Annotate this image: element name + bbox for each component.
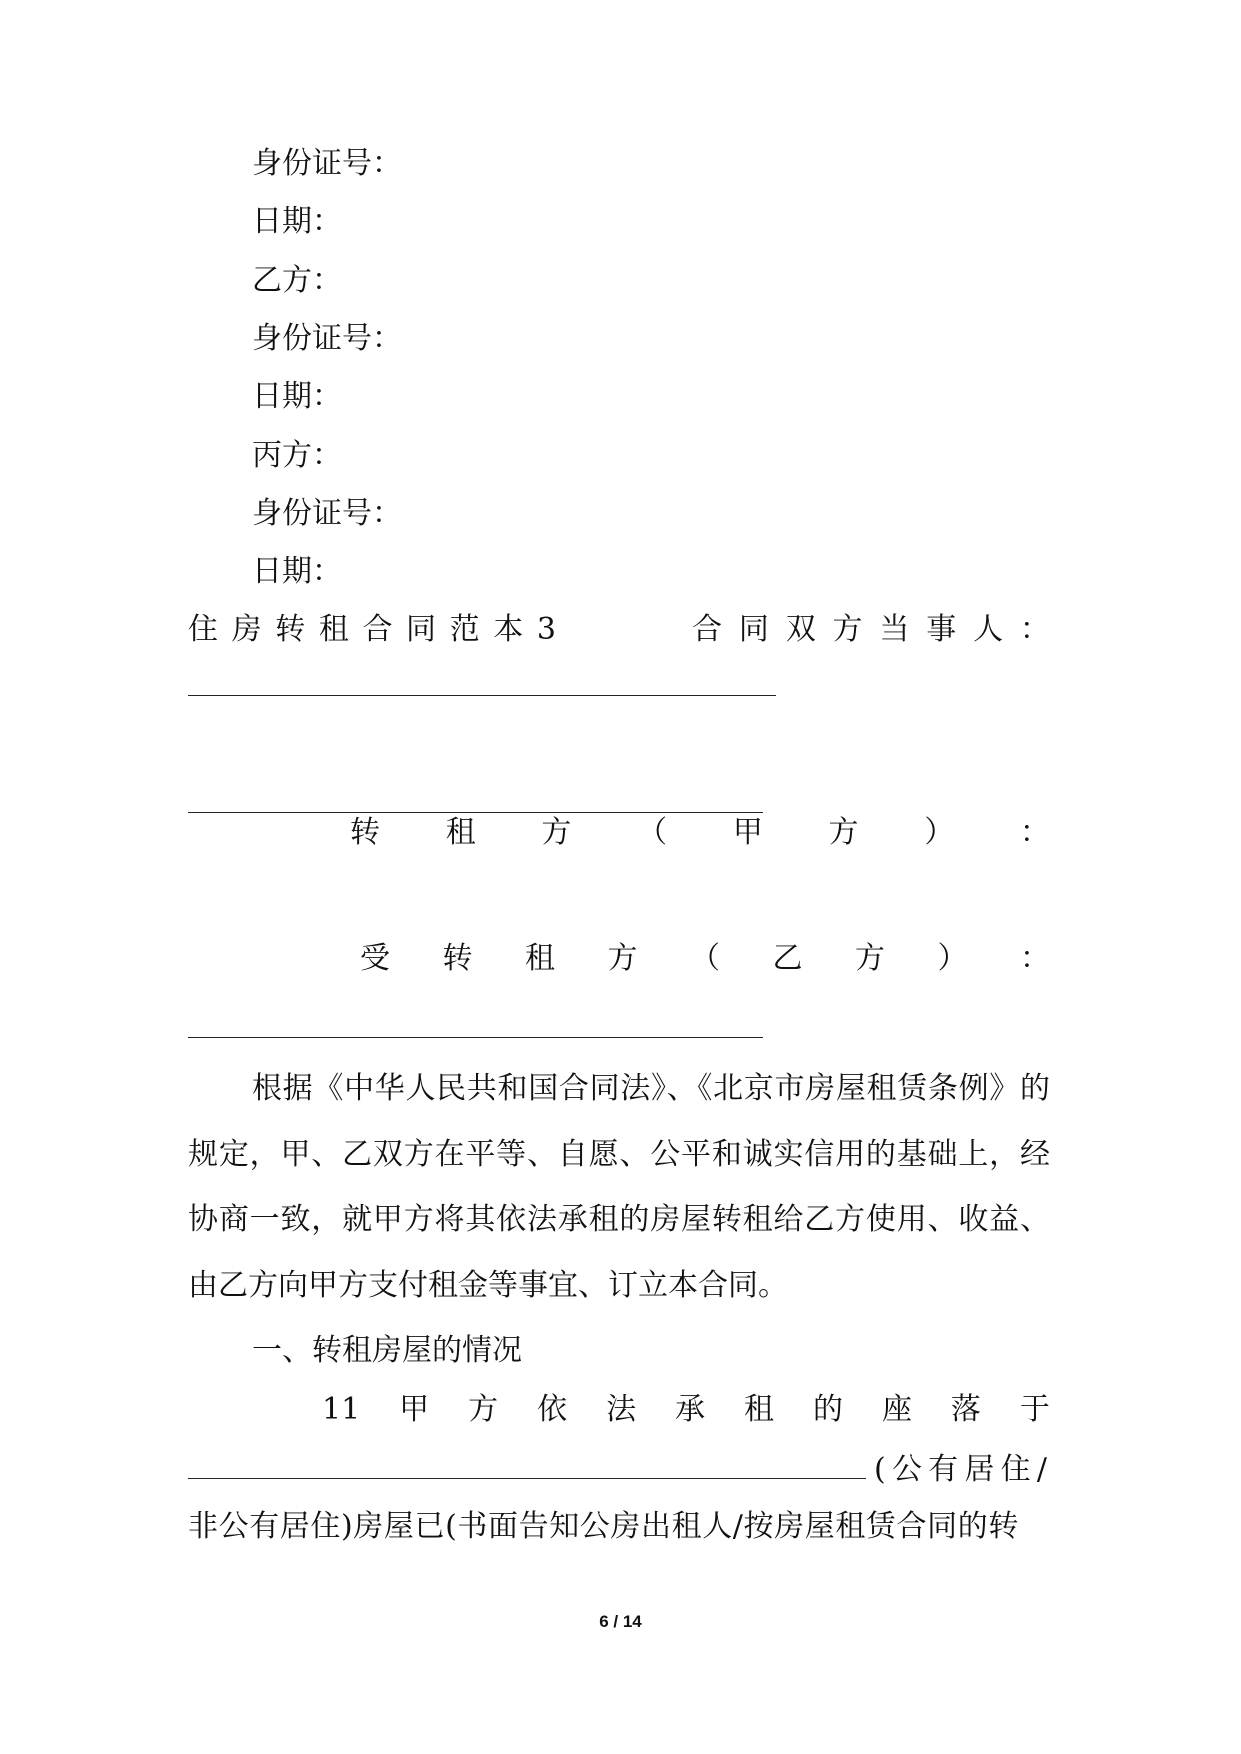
spaced-char: 座 xyxy=(881,1392,912,1427)
spaced-char: 法 xyxy=(606,1392,637,1427)
id-number-label: 身份证号： xyxy=(252,321,402,356)
spaced-char: 租 xyxy=(744,1392,774,1427)
spaced-char: 方 xyxy=(541,815,572,850)
contract-parties-heading xyxy=(692,610,1050,650)
spaced-char: 的 xyxy=(812,1392,843,1427)
spaced-char: 方 xyxy=(828,815,859,850)
spaced-char: 方 xyxy=(607,941,638,976)
spaced-char: ） xyxy=(924,815,955,850)
date-label: 日期： xyxy=(252,379,342,414)
party-b-label: 乙方： xyxy=(252,263,342,298)
spaced-char: 方 xyxy=(855,941,885,976)
spaced-char: 受 xyxy=(360,941,390,976)
spaced-char: 转 xyxy=(350,815,380,850)
spaced-char: 落 xyxy=(950,1392,981,1427)
spaced-char: 转 xyxy=(442,941,473,976)
spaced-char: 双 xyxy=(785,612,816,647)
spaced-char: 方 xyxy=(468,1392,499,1427)
section-1-clause xyxy=(322,1390,1050,1430)
spaced-char: （ xyxy=(690,941,720,976)
section-1-title: 一、转租房屋的情况 xyxy=(252,1333,522,1368)
spaced-char: 方 xyxy=(832,612,863,647)
spaced-char: 本 xyxy=(493,612,524,647)
spaced-char: 房 xyxy=(231,612,262,647)
id-number-label: 身份证号： xyxy=(252,496,402,531)
spaced-char: 同 xyxy=(738,612,769,647)
date-label: 日期： xyxy=(252,554,342,589)
spaced-char: 甲 xyxy=(399,1392,430,1427)
id-number-label: 身份证号： xyxy=(252,146,402,181)
spaced-char: 租 xyxy=(525,941,555,976)
spaced-char: 合 xyxy=(362,612,393,647)
spaced-char: 事 xyxy=(926,612,957,647)
spaced-char: ： xyxy=(1019,815,1050,850)
section-1-clause-tail: 非公有居住)房屋已(书面告知公房出租人/按房屋租赁合同的转 xyxy=(188,1509,1019,1544)
party-c-label: 丙方： xyxy=(252,438,342,473)
spaced-char: ： xyxy=(1019,612,1050,647)
lessee-party-label xyxy=(360,939,1050,979)
spaced-char: 乙 xyxy=(772,941,803,976)
lessor-party-label xyxy=(350,813,1050,853)
section-1-clause-suffix: (公有居住/ xyxy=(874,1452,1050,1487)
spaced-char: 同 xyxy=(406,612,437,647)
spaced-char: 转 xyxy=(275,612,306,647)
spaced-char: ） xyxy=(937,941,968,976)
blank-line xyxy=(188,1037,763,1038)
spaced-char: 租 xyxy=(445,815,476,850)
spaced-char: （ xyxy=(637,815,668,850)
spaced-char: 依 xyxy=(537,1392,568,1427)
spaced-char: 于 xyxy=(1019,1392,1050,1427)
spaced-char: 当 xyxy=(879,612,910,647)
date-label: 日期： xyxy=(252,204,342,239)
blank-line xyxy=(188,812,763,813)
blank-line xyxy=(188,1478,866,1479)
spaced-char: 合 xyxy=(692,612,722,647)
intro-paragraph: 根据《中华人民共和国合同法》、《北京市房屋租赁条例》的规定，甲、乙双方在平等、自愿、公平和诚实信用的基础上，经协商一致，就甲方将其依法承租的房屋转租给乙方使用、收益、由乙方向甲方支付租金等事宜、订立本合同。 xyxy=(188,1071,1050,1303)
spaced-char: 承 xyxy=(675,1392,706,1427)
spaced-char: 范 xyxy=(449,612,480,647)
spaced-char: 11 xyxy=(322,1392,361,1427)
spaced-char: 3 xyxy=(536,612,556,647)
spaced-char: 租 xyxy=(318,612,349,647)
spaced-char: ： xyxy=(1020,941,1050,976)
contract-title xyxy=(188,610,556,650)
blank-line xyxy=(188,695,776,696)
spaced-char: 甲 xyxy=(732,815,763,850)
spaced-char: 人 xyxy=(973,612,1004,647)
spaced-char: 住 xyxy=(188,612,218,647)
page-indicator: 6 / 14 xyxy=(599,1612,642,1631)
